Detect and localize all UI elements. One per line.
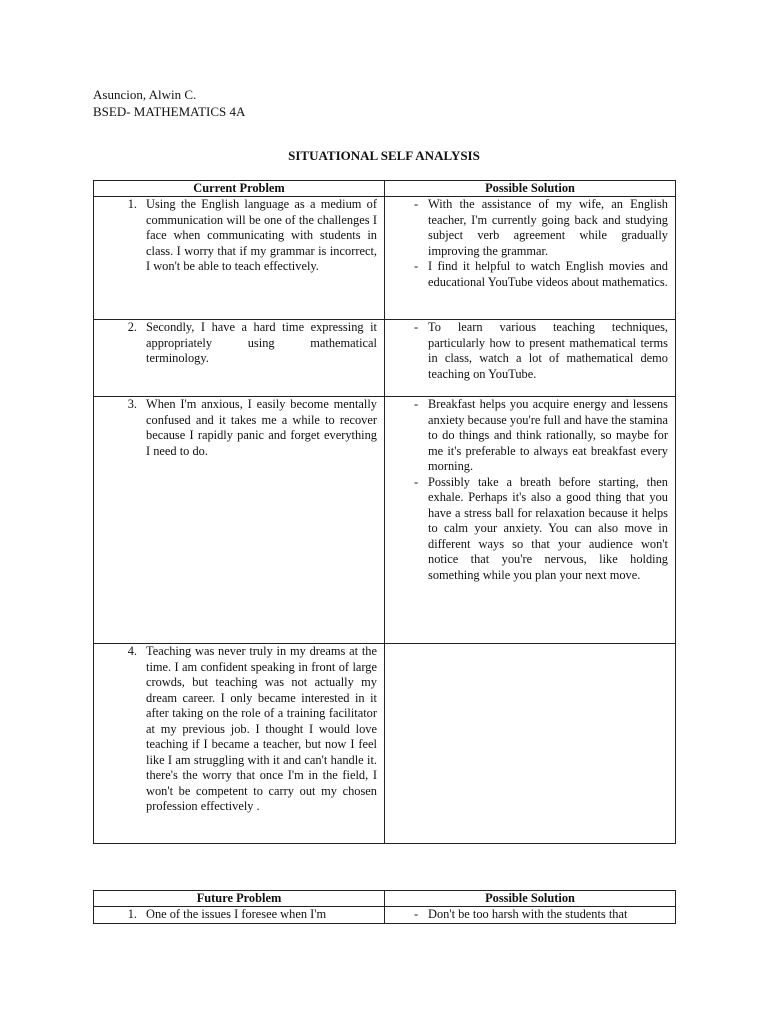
- solution-cell: [385, 907, 676, 924]
- problem-text: Using the English language as a medium of communication will be one of the challenges I face when communicating with students in class. I worry that if my grammar is incorrect, I won't be able to teach effectively.: [146, 197, 377, 273]
- table-row: [94, 397, 676, 644]
- solution-text: Don't be too harsh with the students that: [428, 907, 628, 921]
- author-program: BSED- MATHEMATICS 4A: [93, 104, 246, 119]
- problem-cell: [94, 320, 385, 397]
- table-row: [94, 197, 676, 320]
- problem-text: When I'm anxious, I easily become mentally confused and it takes me a while to recover because I rapidly panic and forget everything I need to do.: [146, 397, 377, 458]
- current-problem-table: [93, 180, 676, 844]
- table-header-row: [94, 891, 676, 907]
- solution-cell: [385, 397, 676, 644]
- problem-cell: [94, 907, 385, 924]
- table-row: [94, 907, 676, 924]
- row-number: 1.: [127, 197, 137, 211]
- column-header-future-problem: Future Problem: [94, 891, 385, 907]
- column-header-possible-solution: Possible Solution: [385, 181, 676, 197]
- solution-text: To learn various teaching techniques, particularly how to present mathematical terms in class, watch a lot of mathematical demo teaching on YouTube.: [428, 320, 668, 381]
- table-row: [94, 644, 676, 844]
- problem-cell: [94, 197, 385, 320]
- solution-text: With the assistance of my wife, an English teacher, I'm currently going back and studying subject verb agreement while gradually improving the grammar.: [428, 197, 668, 258]
- author-name: Asuncion, Alwin C.: [93, 87, 197, 102]
- future-problem-table: [93, 890, 676, 924]
- problem-text: Secondly, I have a hard time expressing it appropriately using mathematical terminology.: [146, 320, 377, 365]
- problem-cell: [94, 397, 385, 644]
- row-number: 4.: [127, 644, 137, 658]
- author-header: [93, 86, 245, 120]
- row-number: 1.: [127, 907, 137, 921]
- dash-bullet: -: [414, 397, 419, 411]
- row-number: 2.: [127, 320, 137, 334]
- solution-cell-empty: [385, 644, 676, 844]
- dash-bullet: -: [414, 474, 419, 489]
- table-row: [94, 320, 676, 397]
- table-header-row: [94, 181, 676, 197]
- solution-cell: [385, 320, 676, 397]
- dash-bullet: -: [414, 259, 419, 273]
- dash-bullet: -: [414, 907, 419, 921]
- problem-text: One of the issues I foresee when I'm: [146, 907, 327, 921]
- solution-text: Possibly take a breath before starting, then exhale. Perhaps it's also a good thing that you have a stress ball for relaxation because it helps to calm your anxiety. You can also move in different ways so that your audience won't notice that you're nervous, like holding something while you plan your next move.: [428, 474, 668, 582]
- problem-text: Teaching was never truly in my dreams at the time. I am confident speaking in front of large crowds, but teaching was not actually my dream career. I only became interested in it after taking on the role of a training facilitator at my previous job. I thought I would love teaching if I became a teacher, but now I feel like I am struggling with it and can't handle it. there's the worry that once I'm in the field, I won't be competent to carry out my chosen profession effectively .: [146, 644, 377, 813]
- problem-cell: [94, 644, 385, 844]
- dash-bullet: -: [414, 197, 419, 211]
- column-header-current-problem: Current Problem: [94, 181, 385, 197]
- row-number: 3.: [127, 397, 137, 411]
- page-title: SITUATIONAL SELF ANALYSIS: [288, 148, 480, 163]
- solution-text: I find it helpful to watch English movies and educational YouTube videos about mathematics.: [428, 259, 668, 289]
- column-header-possible-solution: Possible Solution: [385, 891, 676, 907]
- solution-cell: [385, 197, 676, 320]
- solution-text: Breakfast helps you acquire energy and lessens anxiety because you're full and have the stamina to do things and think rationally, so maybe for me it's preferable to always eat breakfast every morning.: [428, 397, 668, 473]
- dash-bullet: -: [414, 320, 419, 334]
